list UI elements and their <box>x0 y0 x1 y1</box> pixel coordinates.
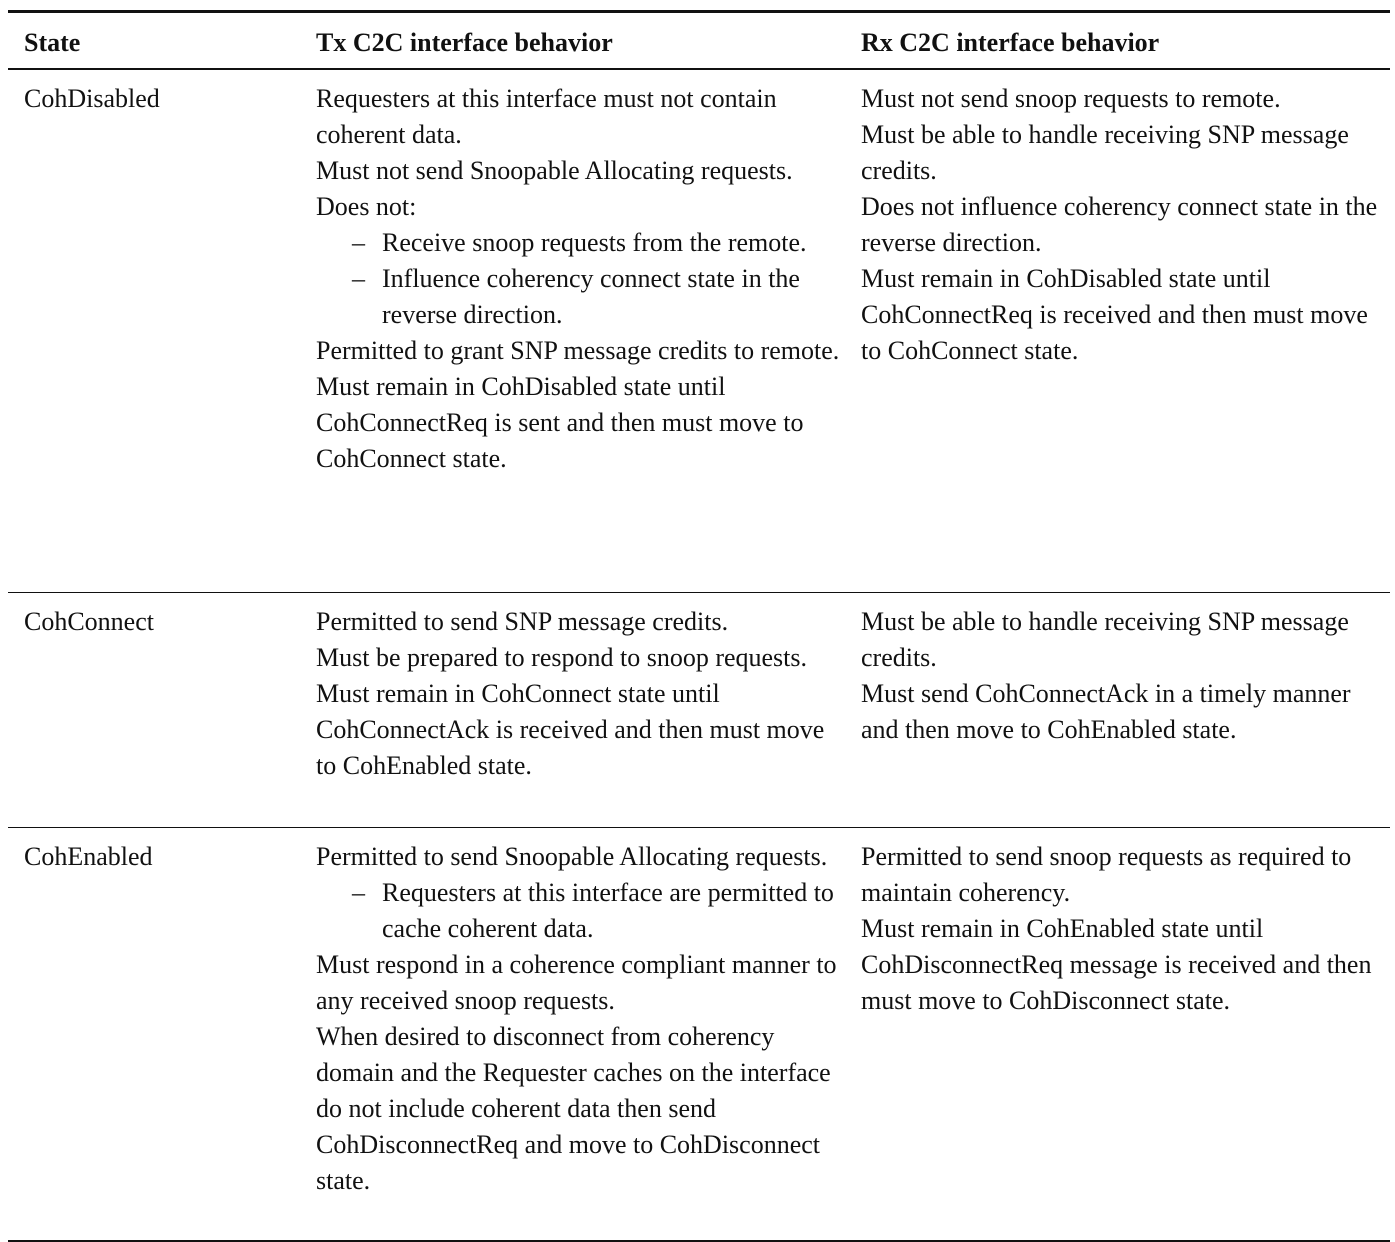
tx-paragraph: Must respond in a coherence compliant manner to any received snoop requests. <box>316 950 837 1015</box>
rx-cell <box>843 828 1390 1240</box>
table-row <box>8 70 1390 593</box>
tx-paragraph: Must not send Snoopable Allocating requests. <box>316 156 793 185</box>
tx-bullet-text: Receive snoop requests from the remote. <box>382 228 807 257</box>
rx-cell <box>843 593 1390 827</box>
rx-paragraph: Permitted to send snoop requests as required to maintain coherency. <box>861 842 1352 907</box>
rx-paragraph: Must send CohConnectAck in a timely manner and then move to CohEnabled state. <box>861 679 1351 744</box>
tx-bullet: – Requesters at this interface are permitted to cache coherent data. <box>316 875 843 947</box>
rx-cell <box>843 70 1390 592</box>
tx-paragraph: Must remain in CohDisabled state until CohConnectReq is sent and then must move to CohConnect state. <box>316 372 804 473</box>
tx-paragraph: Requesters at this interface must not contain coherent data. <box>316 84 777 149</box>
header-rx-behavior: Rx C2C interface behavior <box>861 28 1160 57</box>
tx-cell <box>298 593 843 827</box>
rx-paragraph: Must not send snoop requests to remote. <box>861 84 1281 113</box>
tx-paragraph: Permitted to send SNP message credits. <box>316 607 729 636</box>
state-behavior-table <box>8 10 1390 1242</box>
tx-paragraph: Does not: <box>316 192 417 221</box>
tx-paragraph: Must be prepared to respond to snoop requests. <box>316 643 808 672</box>
table-header-row <box>8 13 1390 70</box>
header-tx-behavior: Tx C2C interface behavior <box>316 28 613 57</box>
state-cell: CohEnabled <box>24 842 153 871</box>
tx-paragraph: Permitted to send Snoopable Allocating requests. <box>316 842 828 871</box>
tx-paragraph: Must remain in CohConnect state until CohConnectAck is received and then must move to CohEnabled state. <box>316 679 825 780</box>
rx-paragraph: Must be able to handle receiving SNP message credits. <box>861 607 1349 672</box>
tx-paragraph: Permitted to grant SNP message credits to remote. <box>316 336 840 365</box>
header-state: State <box>24 28 81 57</box>
state-cell: CohConnect <box>24 607 154 636</box>
state-cell: CohDisabled <box>24 84 160 113</box>
tx-bullet-text: Requesters at this interface are permitted to cache coherent data. <box>382 878 834 943</box>
table-row <box>8 593 1390 828</box>
tx-bullet-text: Influence coherency connect state in the reverse direction. <box>382 264 800 329</box>
rx-paragraph: Must remain in CohDisabled state until CohConnectReq is received and then must move to CohConnect state. <box>861 264 1368 365</box>
tx-paragraph: When desired to disconnect from coherency domain and the Requester caches on the interface do not include coherent data then send CohDisconnectReq and move to CohDisconnect state. <box>316 1022 831 1195</box>
table-row <box>8 828 1390 1240</box>
tx-cell <box>298 70 843 592</box>
rx-paragraph: Must remain in CohEnabled state until CohDisconnectReq message is received and then must move to CohDisconnect state. <box>861 914 1372 1015</box>
tx-bullet: – Influence coherency connect state in the reverse direction. <box>316 261 843 333</box>
rx-paragraph: Does not influence coherency connect state in the reverse direction. <box>861 192 1378 257</box>
tx-cell <box>298 828 843 1240</box>
rx-paragraph: Must be able to handle receiving SNP message credits. <box>861 120 1349 185</box>
tx-bullet: – Receive snoop requests from the remote. <box>316 225 843 261</box>
